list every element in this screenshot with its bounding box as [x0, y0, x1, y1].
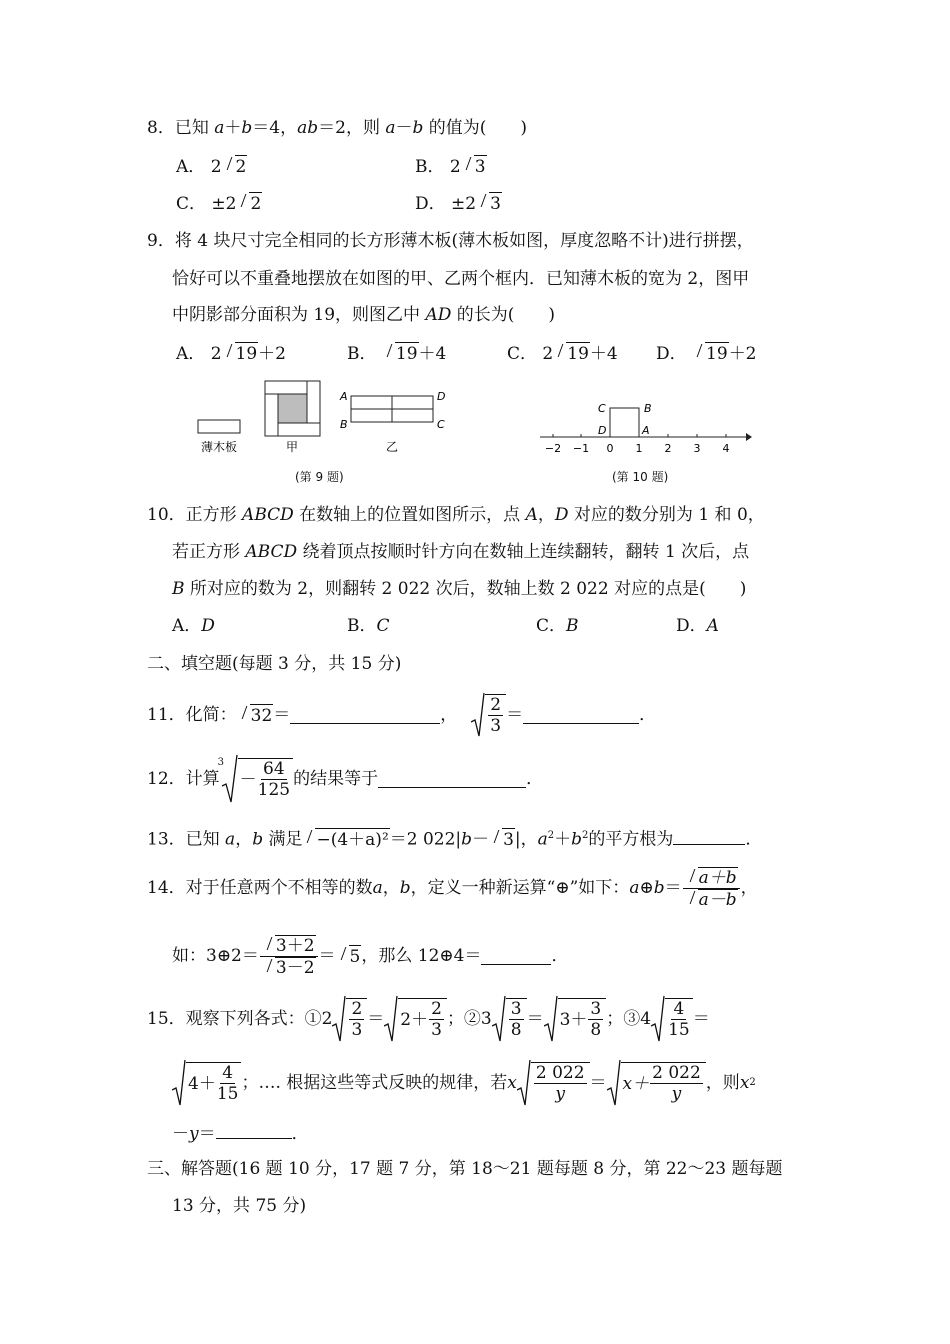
- q15-line1: 15．观察下列各式：①2 $\frac{2}{3}$ ＝ 2＋ $\frac{2}{3}$ ；②3 $\frac{3}{8}$ ＝ 3＋ $\frac{3}{8}$ ；③4 $\frac{4}{15}$ ＝: [147, 992, 710, 1046]
- yi-label: 乙: [385, 440, 399, 454]
- yi-label-d: D: [437, 390, 446, 403]
- q8-stem: 8．已知 a＋b＝4，ab＝2，则 a－b 的值为( ): [147, 118, 528, 138]
- tick-label: 1: [635, 442, 643, 455]
- q10-caption: (第 10 题): [612, 470, 669, 484]
- q9-figure: [195, 378, 465, 458]
- q10-line1: 10．正方形 ABCD 在数轴上的位置如图所示，点 A，D 对应的数分别为 1 和 0，: [147, 505, 765, 525]
- q10-label-b: B: [644, 402, 652, 415]
- square-abcd: [610, 408, 639, 437]
- yi-label-b: B: [340, 418, 348, 431]
- q9-option-b: B． 19＋4: [347, 344, 447, 364]
- q8-option-d: D． ±2 3: [415, 194, 501, 214]
- tick-label: 3: [693, 442, 701, 455]
- q15-line3: －y＝ ．: [172, 1124, 309, 1144]
- q13: 13．已知 a，b 满足 −(4＋a)²＝2 022|b－ 3|，$a^2+b^2$的平方根为 ．: [147, 829, 763, 850]
- tick-label: 4: [722, 442, 730, 455]
- q9-option-d: D． 19＋2: [656, 344, 757, 364]
- q9-line1: 9．将 4 块尺寸完全相同的长方形薄木板(薄木板如图，厚度忽略不计)进行拼摆，: [147, 231, 754, 251]
- yi-label-c: C: [437, 418, 445, 431]
- q10-option-c: C．B: [536, 616, 579, 636]
- q11: 11．化简： 32 ＝ ， $\frac{2}{3}$ ＝ ．: [147, 690, 656, 740]
- q8-option-b: B． 2 3: [415, 157, 486, 177]
- q10-label-a: A: [642, 424, 650, 437]
- cube-root: 3 － $\frac{64}{125}$: [220, 754, 293, 804]
- sqrt-2-3: $\frac{2}{3}$: [471, 692, 506, 738]
- frame-jia: [265, 381, 320, 436]
- q9-line3: 中阴影部分面积为 19，则图乙中 AD 的长为( ): [172, 305, 556, 325]
- q10-line2: 若正方形 ABCD 绕着顶点按顺时针方向在数轴上连续翻转，翻转 1 次后，点: [172, 542, 750, 562]
- q11-blank-2[interactable]: [523, 707, 639, 724]
- q10-option-a: A．D: [172, 616, 215, 636]
- tick-label: 0: [606, 442, 614, 455]
- q9-option-a: A． 2 19＋2: [176, 344, 286, 364]
- section2-heading: 二、填空题(每题 3 分，共 15 分): [147, 654, 402, 674]
- board-label: 薄木板: [200, 440, 238, 454]
- q10-option-b: B．C: [347, 616, 390, 636]
- q14-line1: 14．对于任意两个不相等的数 a ， b ，定义一种新运算“⊕”如下： a⊕b ＝ $\frac{a+b}{a-b}$ ，: [147, 867, 758, 910]
- q10-figure: [538, 395, 753, 457]
- q10-label-c: C: [598, 402, 606, 415]
- q12: 12．计算 3 － $\frac{64}{125}$ 的结果等于 ．: [147, 752, 543, 806]
- frame-yi: [351, 396, 433, 422]
- q12-blank[interactable]: [378, 771, 526, 788]
- yi-label-a: A: [340, 390, 348, 403]
- q9-line2: 恰好可以不重叠地摆放在如图的甲、乙两个框内．已知薄木板的宽为 2，图甲: [172, 269, 750, 289]
- tick-label: 2: [664, 442, 672, 455]
- jia-label: 甲: [285, 440, 299, 454]
- section3-heading-line1: 三、解答题(16 题 10 分，17 题 7 分，第 18～21 题每题 8 分，第 22～23 题每题: [147, 1159, 783, 1179]
- q14-def-fraction: $\frac{a+b}{a-b}$: [683, 867, 740, 910]
- q11-blank-1[interactable]: [290, 707, 440, 724]
- q10-option-d: D．A: [676, 616, 719, 636]
- section3-heading-line2: 13 分，共 75 分): [172, 1196, 307, 1216]
- board-rect: [198, 420, 240, 433]
- q14-blank[interactable]: [481, 948, 551, 965]
- q13-blank[interactable]: [673, 828, 745, 845]
- q15-line2: 4＋ $\frac{4}{15}$ ；…. 根据这些等式反映的规律，若 x $\frac{2 022}{y}$ ＝ x＋ $\frac{2 022}{y}$ ，则 x 2: [172, 1056, 756, 1110]
- tick-label: −2: [544, 442, 562, 455]
- q10-label-d: D: [598, 424, 607, 437]
- q9-option-c: C． 2 19＋4: [507, 344, 618, 364]
- q14-example-fraction: $\frac{3+2}{3-2}$: [260, 935, 318, 978]
- q15-blank[interactable]: [216, 1122, 292, 1139]
- q14-line2: 如：3⊕2＝ $\frac{3+2}{3-2}$ ＝ 5 ，那么 12⊕4＝ ．: [172, 935, 569, 978]
- q8-option-a: A． 2 2: [176, 157, 247, 177]
- tick-label: −1: [572, 442, 590, 455]
- q8-option-c: C． ±2 2: [176, 194, 262, 214]
- q10-line3: B 所对应的数为 2，则翻转 2 022 次后，数轴上数 2 022 对应的点是( ): [172, 579, 747, 599]
- q9-caption: (第 9 题): [295, 470, 344, 484]
